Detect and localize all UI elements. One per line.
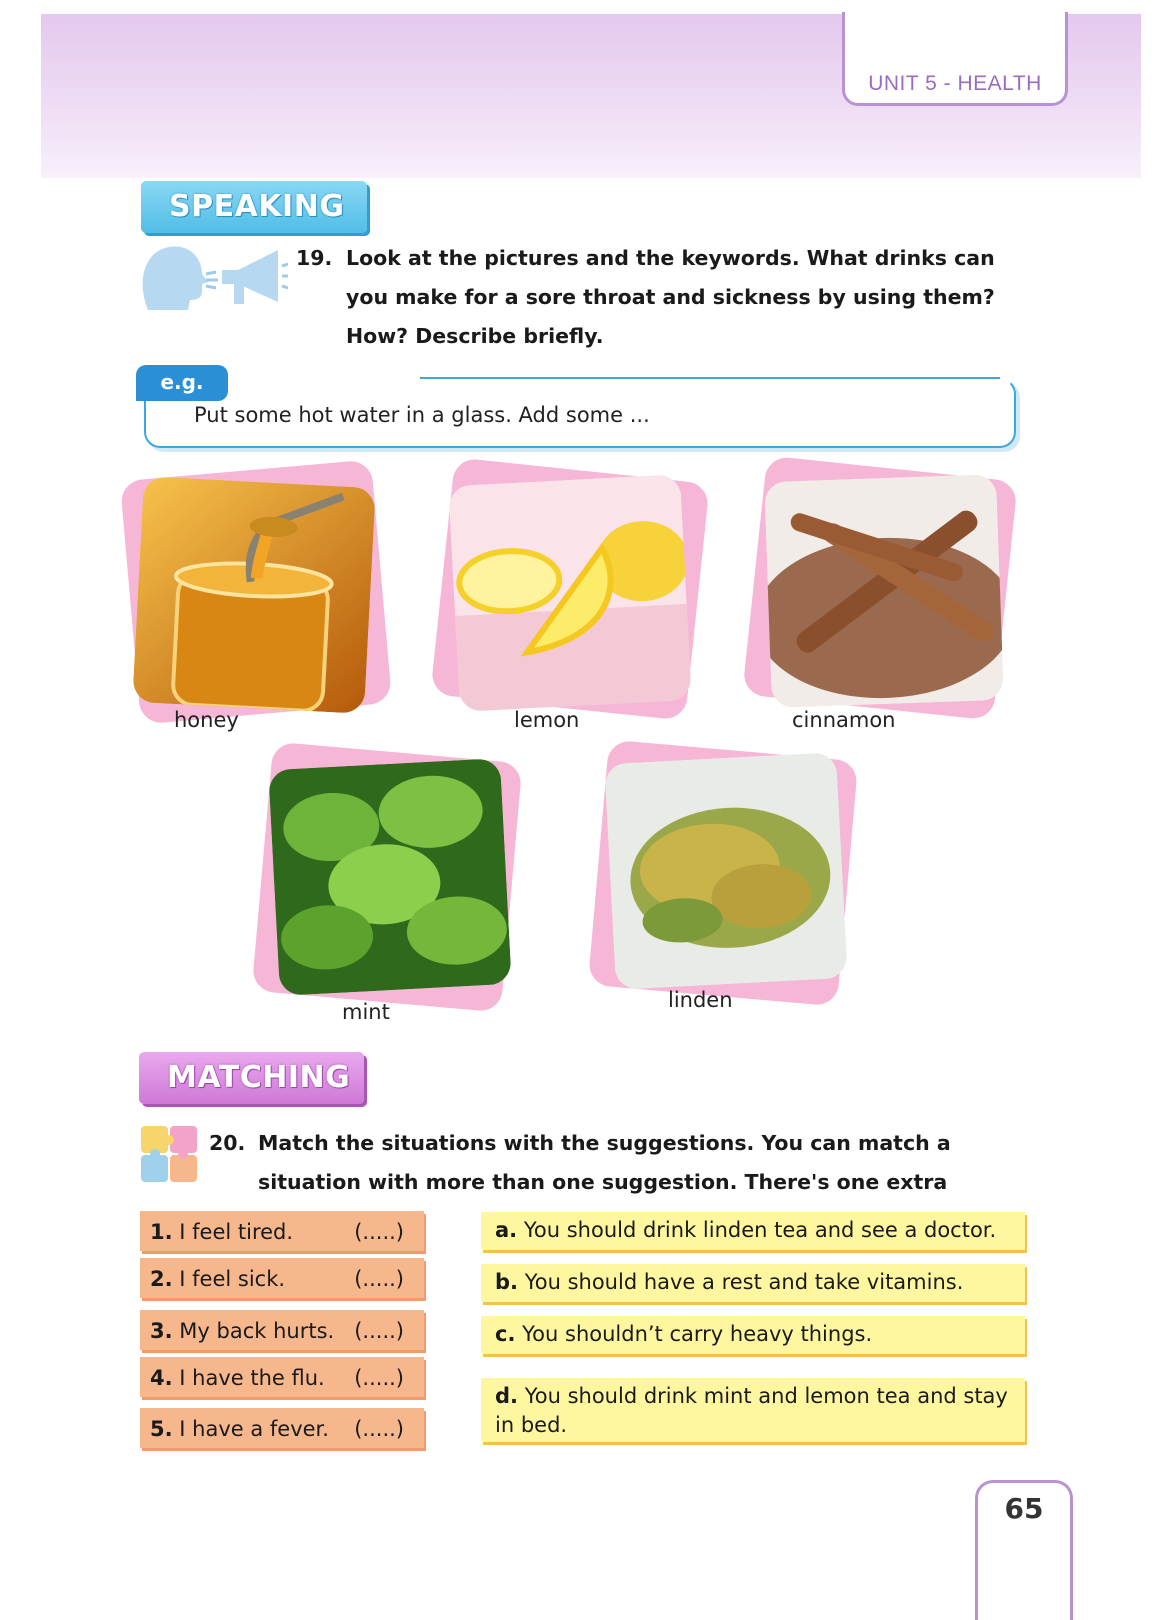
situation-number: 5. <box>150 1417 173 1441</box>
suggestion-d <box>481 1378 1025 1442</box>
suggestion-text: You should have a rest and take vitamins. <box>524 1270 964 1294</box>
honey-card <box>126 470 386 730</box>
situation-number: 2. <box>150 1267 173 1291</box>
question-19-text: Look at the pictures and the keywords. What drinks can you make for a sore throat and sickness by using them? How? Describe briefly. <box>346 246 995 348</box>
linden-card <box>598 746 863 1011</box>
page-number: 65 <box>1004 1492 1044 1525</box>
lemon-label: lemon <box>514 708 580 732</box>
matching-section-title: MATCHING <box>139 1052 364 1104</box>
cinnamon-label: cinnamon <box>792 708 896 732</box>
situation-3 <box>140 1310 424 1350</box>
answer-blank[interactable]: (.....) <box>354 1417 404 1441</box>
example-badge: e.g. <box>136 365 228 401</box>
situation-text: I feel tired. <box>179 1220 294 1244</box>
question-19-number: 19. <box>296 246 333 270</box>
question-20-text: Match the situations with the suggestions. You can match a situation with more than one suggestion. There's one extra <box>258 1131 951 1194</box>
suggestion-text: You shouldn’t carry heavy things. <box>522 1322 873 1346</box>
situation-text: I have the flu. <box>179 1366 325 1390</box>
answer-blank[interactable]: (.....) <box>354 1319 404 1343</box>
suggestion-letter: d. <box>495 1384 519 1408</box>
cinnamon-photo <box>764 474 1004 708</box>
situation-4 <box>140 1357 424 1397</box>
puzzle-icon <box>139 1124 199 1186</box>
speaking-section-title: SPEAKING <box>141 181 367 233</box>
situation-text: I feel sick. <box>179 1267 286 1291</box>
suggestion-letter: b. <box>495 1270 519 1294</box>
mint-card <box>262 752 527 1024</box>
suggestion-text: You should drink linden tea and see a doctor. <box>523 1218 997 1242</box>
suggestion-b <box>481 1264 1025 1302</box>
situation-number: 4. <box>150 1366 173 1390</box>
linden-photo <box>604 752 848 990</box>
honey-jar-photo <box>132 476 376 714</box>
situation-number: 1. <box>150 1220 173 1244</box>
answer-blank[interactable]: (.....) <box>354 1220 404 1244</box>
answer-blank[interactable]: (.....) <box>354 1267 404 1291</box>
unit-label: UNIT 5 - HEALTH <box>868 72 1042 95</box>
situation-number: 3. <box>150 1319 173 1343</box>
lemon-card <box>442 466 712 736</box>
example-box-top-line <box>420 377 1000 379</box>
mint-label: mint <box>342 1000 390 1024</box>
suggestion-c <box>481 1316 1025 1354</box>
cinnamon-card <box>754 466 1019 736</box>
answer-blank[interactable]: (.....) <box>354 1366 404 1390</box>
situation-text: I have a fever. <box>179 1417 329 1441</box>
linden-label: linden <box>668 988 733 1012</box>
lemon-photo <box>448 474 692 712</box>
suggestion-letter: c. <box>495 1322 516 1346</box>
situation-5 <box>140 1408 424 1448</box>
situation-1 <box>140 1211 424 1251</box>
suggestion-letter: a. <box>495 1218 518 1242</box>
speaking-megaphone-icon <box>138 240 288 318</box>
honey-label: honey <box>174 708 239 732</box>
situation-2 <box>140 1258 424 1298</box>
suggestion-text: You should drink mint and lemon tea and stay in bed. <box>495 1384 1008 1437</box>
question-20-number: 20. <box>209 1131 246 1155</box>
mint-photo <box>268 758 512 996</box>
situation-text: My back hurts. <box>179 1319 335 1343</box>
example-text: Put some hot water in a glass. Add some ... <box>194 403 650 427</box>
suggestion-a <box>481 1212 1025 1250</box>
